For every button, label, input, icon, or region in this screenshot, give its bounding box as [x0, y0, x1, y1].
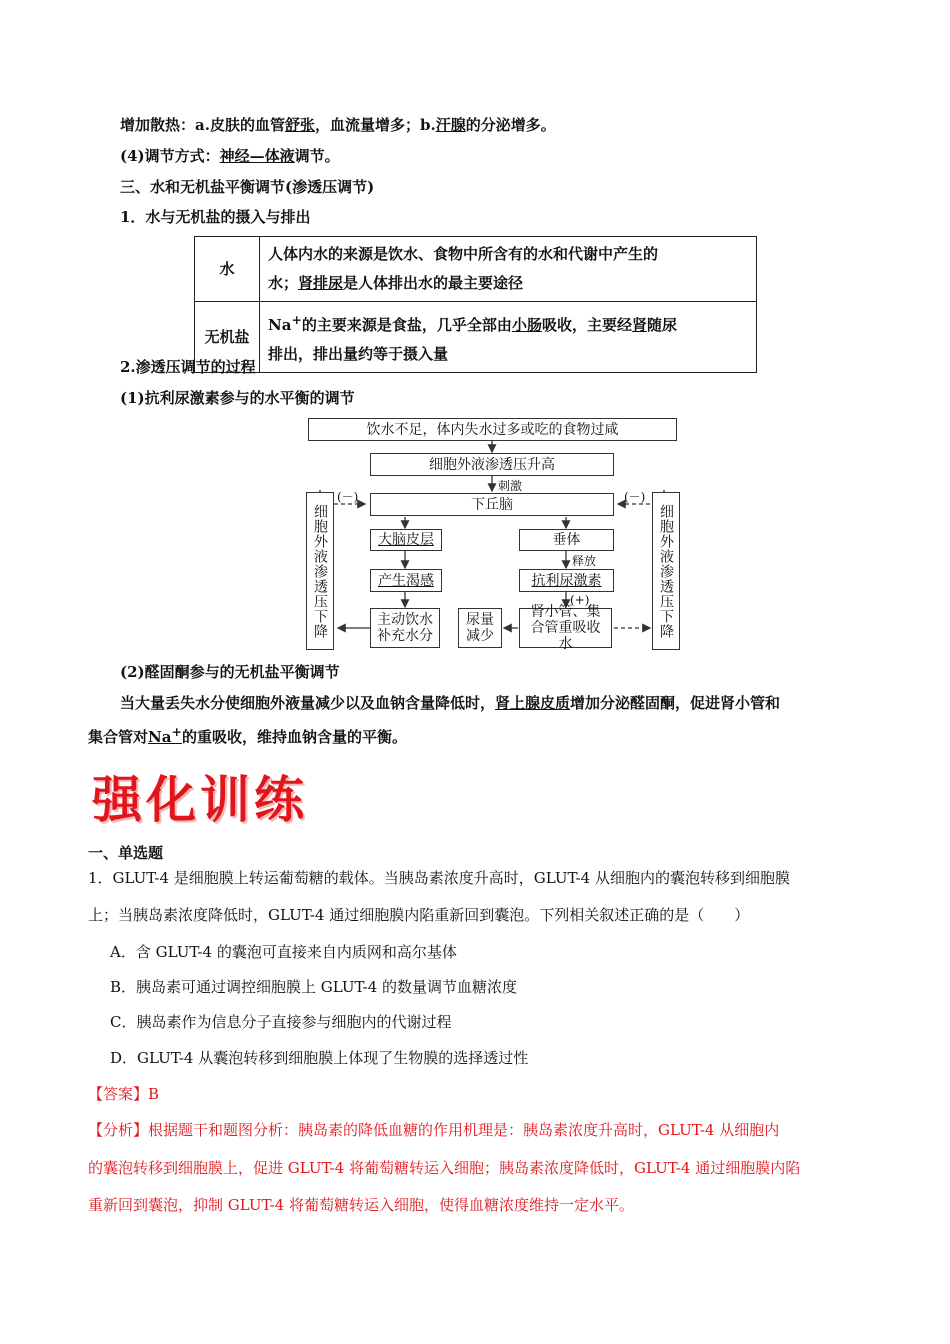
flow-box-urine-reduce: 尿量减少: [458, 608, 502, 648]
text: 集合管对: [88, 728, 149, 746]
option-b: B．胰岛素可通过调控细胞膜上 GLUT-4 的数量调节血糖浓度: [110, 978, 518, 996]
option-c: C．胰岛素作为信息分子直接参与细胞内的代谢过程: [110, 1013, 452, 1031]
flow-box-kidney-reabsorb: 肾小管、集合管重吸收水: [519, 608, 612, 648]
text: 大脑皮层: [378, 532, 434, 548]
flow-box-cause: 饮水不足，体内失水过多或吃的食物过咸: [308, 418, 677, 441]
cell-line: 排出，排出量约等于摄入量: [268, 345, 449, 363]
text: ，血流量增多；b.: [314, 116, 436, 134]
subsection-heading: 2.渗透压调节的过程: [120, 358, 256, 376]
flow-box-hypothalamus: 下丘脑: [370, 493, 614, 516]
flow-box-adh: [519, 569, 614, 592]
underlined-answer: 肾: [631, 316, 647, 334]
flow-box-osmotic-drop-right: 细胞外液渗透压下降: [652, 492, 680, 650]
flow-box-pituitary: 垂体: [519, 529, 614, 551]
subsection-heading: (2)醛固酮参与的无机盐平衡调节: [120, 663, 340, 681]
flow-box-thirst: [370, 569, 442, 592]
underlined-answer: 汗腺: [435, 116, 466, 134]
text: 的重吸收，维持血钠含量的平衡。: [181, 728, 407, 746]
text: 的主要来源是食盐，几乎全部由: [301, 316, 512, 334]
text: 水；: [268, 274, 299, 292]
answer-line: 【答案】B: [88, 1085, 160, 1103]
question-stem-line: 1．GLUT-4 是细胞膜上转运葡萄糖的载体。当胰岛素浓度升高时，GLUT-4 从细胞内的囊泡转移到细胞膜: [88, 869, 790, 887]
text: 增加分泌醛固酮，促进肾小管和: [570, 694, 781, 712]
analysis-line: 重新回到囊泡，抑制 GLUT-4 将葡萄糖转运入细胞，使得血糖浓度维持一定水平。: [88, 1196, 634, 1214]
text: 增加散热：a.皮肤的血管: [120, 116, 285, 134]
flow-box-osmotic-rise: 细胞外液渗透压升高: [370, 453, 614, 476]
flow-label-promote: (+): [570, 593, 590, 607]
underlined-answer: 小肠: [511, 316, 542, 334]
flow-label-negative-left: (－): [337, 490, 359, 504]
cell-line: 人体内水的来源是饮水、食物中所含有的水和代谢中产生的: [268, 245, 659, 263]
flow-label-negative-right: (－): [624, 490, 646, 504]
subsection-heading: (1)抗利尿激素参与的水平衡的调节: [120, 389, 355, 407]
analysis-line: 的囊泡转移到细胞膜上，促进 GLUT-4 将葡萄糖转运入细胞；胰岛素浓度降低时，GLUT-4 通过细胞膜内陷: [88, 1159, 801, 1177]
question-stem-line: 上；当胰岛素浓度降低时，GLUT-4 通过细胞膜内陷重新回到囊泡。下列相关叙述正确的是（ ）: [88, 906, 750, 924]
flow-connectors: [0, 0, 950, 660]
subsection-heading: 1．水与无机盐的摄入与排出: [120, 208, 311, 226]
text: 抗利尿激素: [531, 572, 602, 589]
flow-box-osmotic-drop-left: 细胞外液渗透压下降: [306, 492, 334, 650]
text: 当大量丢失水分使细胞外液量减少以及血钠含量降低时，: [120, 694, 496, 712]
underlined-answer: 舒张: [284, 116, 315, 134]
flow-box-cerebral-cortex: [370, 529, 442, 551]
exercise-section-heading: 一、单选题: [88, 844, 164, 862]
underlined-answer: 神经—体液: [219, 147, 295, 165]
text: (4)调节方式：: [120, 147, 220, 165]
text: Na: [148, 728, 172, 746]
superscript: +: [291, 312, 302, 327]
text: Na: [268, 316, 292, 334]
underlined-answer: [148, 724, 182, 746]
flow-label-stimulate: 刺激: [498, 479, 523, 493]
practice-banner: 强化训练: [92, 771, 308, 829]
analysis-line: 【分析】根据题干和题图分析：胰岛素的降低血糖的作用机理是：胰岛素浓度升高时，GLUT-4 从细胞内: [88, 1121, 780, 1139]
flow-box-drink: 主动饮水补充水分: [370, 608, 440, 648]
text: 是人体排出水的最主要途径: [343, 274, 524, 292]
underlined-answer: 肾排尿: [298, 274, 344, 292]
table-header-cell: 水: [195, 237, 260, 302]
flow-label-release: 释放: [572, 554, 597, 568]
text: 随尿: [646, 316, 677, 334]
aldosterone-paragraph-line: [120, 693, 780, 713]
text: 的分泌增多。: [465, 116, 556, 134]
table-header-cell: 无机盐: [195, 302, 260, 373]
adh-flow-diagram: [0, 0, 950, 660]
option-d: D．GLUT-4 从囊泡转移到细胞膜上体现了生物膜的选择透过性: [110, 1049, 529, 1067]
text: 产生渴感: [378, 572, 434, 589]
text: 调节。: [294, 147, 340, 165]
superscript: +: [171, 724, 182, 739]
text: 吸收，主要经: [541, 316, 632, 334]
option-a: A．含 GLUT-4 的囊泡可直接来自内质网和高尔基体: [110, 943, 457, 961]
aldosterone-paragraph-line: [88, 722, 407, 747]
underlined-answer: 肾上腺皮质: [495, 694, 571, 712]
section-heading: 三、水和无机盐平衡调节(渗透压调节): [120, 178, 375, 196]
